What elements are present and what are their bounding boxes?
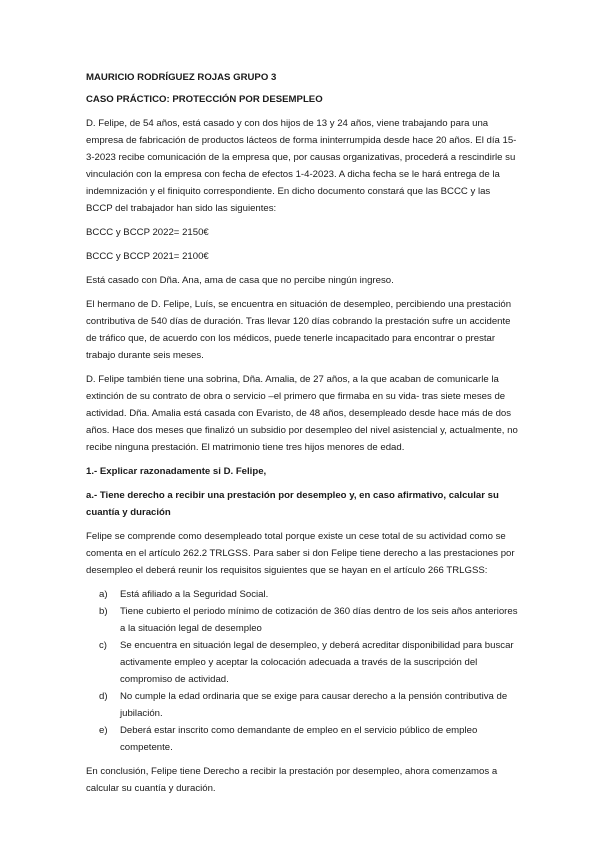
- list-item-text: Tiene cubierto el periodo mínimo de cotización de 360 días dentro de los seis años anteriores a la situación legal de desempleo: [120, 606, 518, 634]
- salary-line-2021: BCCC y BCCP 2021= 2100€: [86, 251, 209, 262]
- list-item-text: Deberá estar inscrito como demandante de empleo en el servicio público de empleo competente.: [120, 725, 478, 753]
- list-item-text: No cumple la edad ordinaria que se exige para causar derecho a la pensión contributiva de jubilación.: [120, 691, 508, 719]
- list-item-text: Está afiliado a la Seguridad Social.: [120, 589, 269, 600]
- list-item: [86, 637, 518, 688]
- salary-line-2022: BCCC y BCCP 2022= 2150€: [86, 227, 209, 238]
- brother-paragraph: El hermano de D. Felipe, Luís, se encuentra en situación de desempleo, percibiendo una prestación contributiva de 540 días de duración. Tras llevar 120 días cobrando la prestación sufre un accidente de tráfico que, de acuerdo con los médicos, puede tenerle incapacitado para encontrar o prestar trabajo durante seis meses.: [86, 299, 512, 361]
- list-marker: b): [99, 606, 108, 617]
- list-item: [86, 603, 518, 637]
- list-marker: d): [99, 691, 108, 702]
- list-marker: a): [99, 589, 108, 600]
- requirements-list: [86, 586, 518, 756]
- answer-intro: Felipe se comprende como desempleado total porque existe un cese total de su actividad como se comenta en el artículo 262.2 TRLGSS. Para saber si don Felipe tiene derecho a las prestaciones por desempleo el deberá reunir los requisitos siguientes que se hayan en el artículo 266 TRLGSS:: [86, 531, 515, 576]
- question-1: 1.- Explicar razonadamente si D. Felipe,: [86, 466, 267, 477]
- list-marker: e): [99, 725, 108, 736]
- list-item: [86, 722, 518, 756]
- author-line: MAURICIO RODRÍGUEZ ROJAS GRUPO 3: [86, 72, 277, 83]
- conclusion-paragraph: En conclusión, Felipe tiene Derecho a recibir la prestación por desempleo, ahora comenzamos a calcular su cuantía y duración.: [86, 766, 498, 794]
- case-title: CASO PRÁCTICO: PROTECCIÓN POR DESEMPLEO: [86, 94, 323, 105]
- niece-paragraph: D. Felipe también tiene una sobrina, Dña. Amalia, de 27 años, a la que acaban de comunicarle la extinción de su contrato de obra o servicio –el primero que firmaba en su vida- tras siete meses de actividad. Dña. Amalia está casada con Evaristo, de 48 años, desempleado desde hace más de dos años. Hace dos meses que finalizó un subsidio por desempleo del nivel asistencial y, actualmente, no recibe ninguna prestación. El matrimonio tiene tres hijos menores de edad.: [86, 374, 518, 453]
- spouse-paragraph: Está casado con Dña. Ana, ama de casa que no percibe ningún ingreso.: [86, 275, 394, 286]
- question-1a: a.- Tiene derecho a recibir una prestación por desempleo y, en caso afirmativo, calcular su cuantía y duración: [86, 490, 499, 518]
- list-item: [86, 688, 518, 722]
- list-item-text: Se encuentra en situación legal de desempleo, y deberá acreditar disponibilidad para buscar activamente empleo y aceptar la colocación adecuada a través de la suscripción del compromiso de actividad.: [120, 640, 514, 685]
- intro-paragraph: D. Felipe, de 54 años, está casado y con dos hijos de 13 y 24 años, viene trabajando para una empresa de fabricación de productos lácteos de forma ininterrumpida desde hace 20 años. El día 15-3-2023 recibe comunicación de la empresa que, por causas organizativas, procederá a rescindirle su vinculación con la empresa con fecha de efectos 1-4-2023. A dicha fecha se le hará entrega de la indemnización y el finiquito correspondiente. En dicho documento constará que las BCCC y las BCCP del trabajador han sido las siguientes:: [86, 118, 517, 214]
- list-marker: c): [99, 640, 107, 651]
- list-item: [86, 586, 518, 603]
- document-body: [86, 72, 518, 804]
